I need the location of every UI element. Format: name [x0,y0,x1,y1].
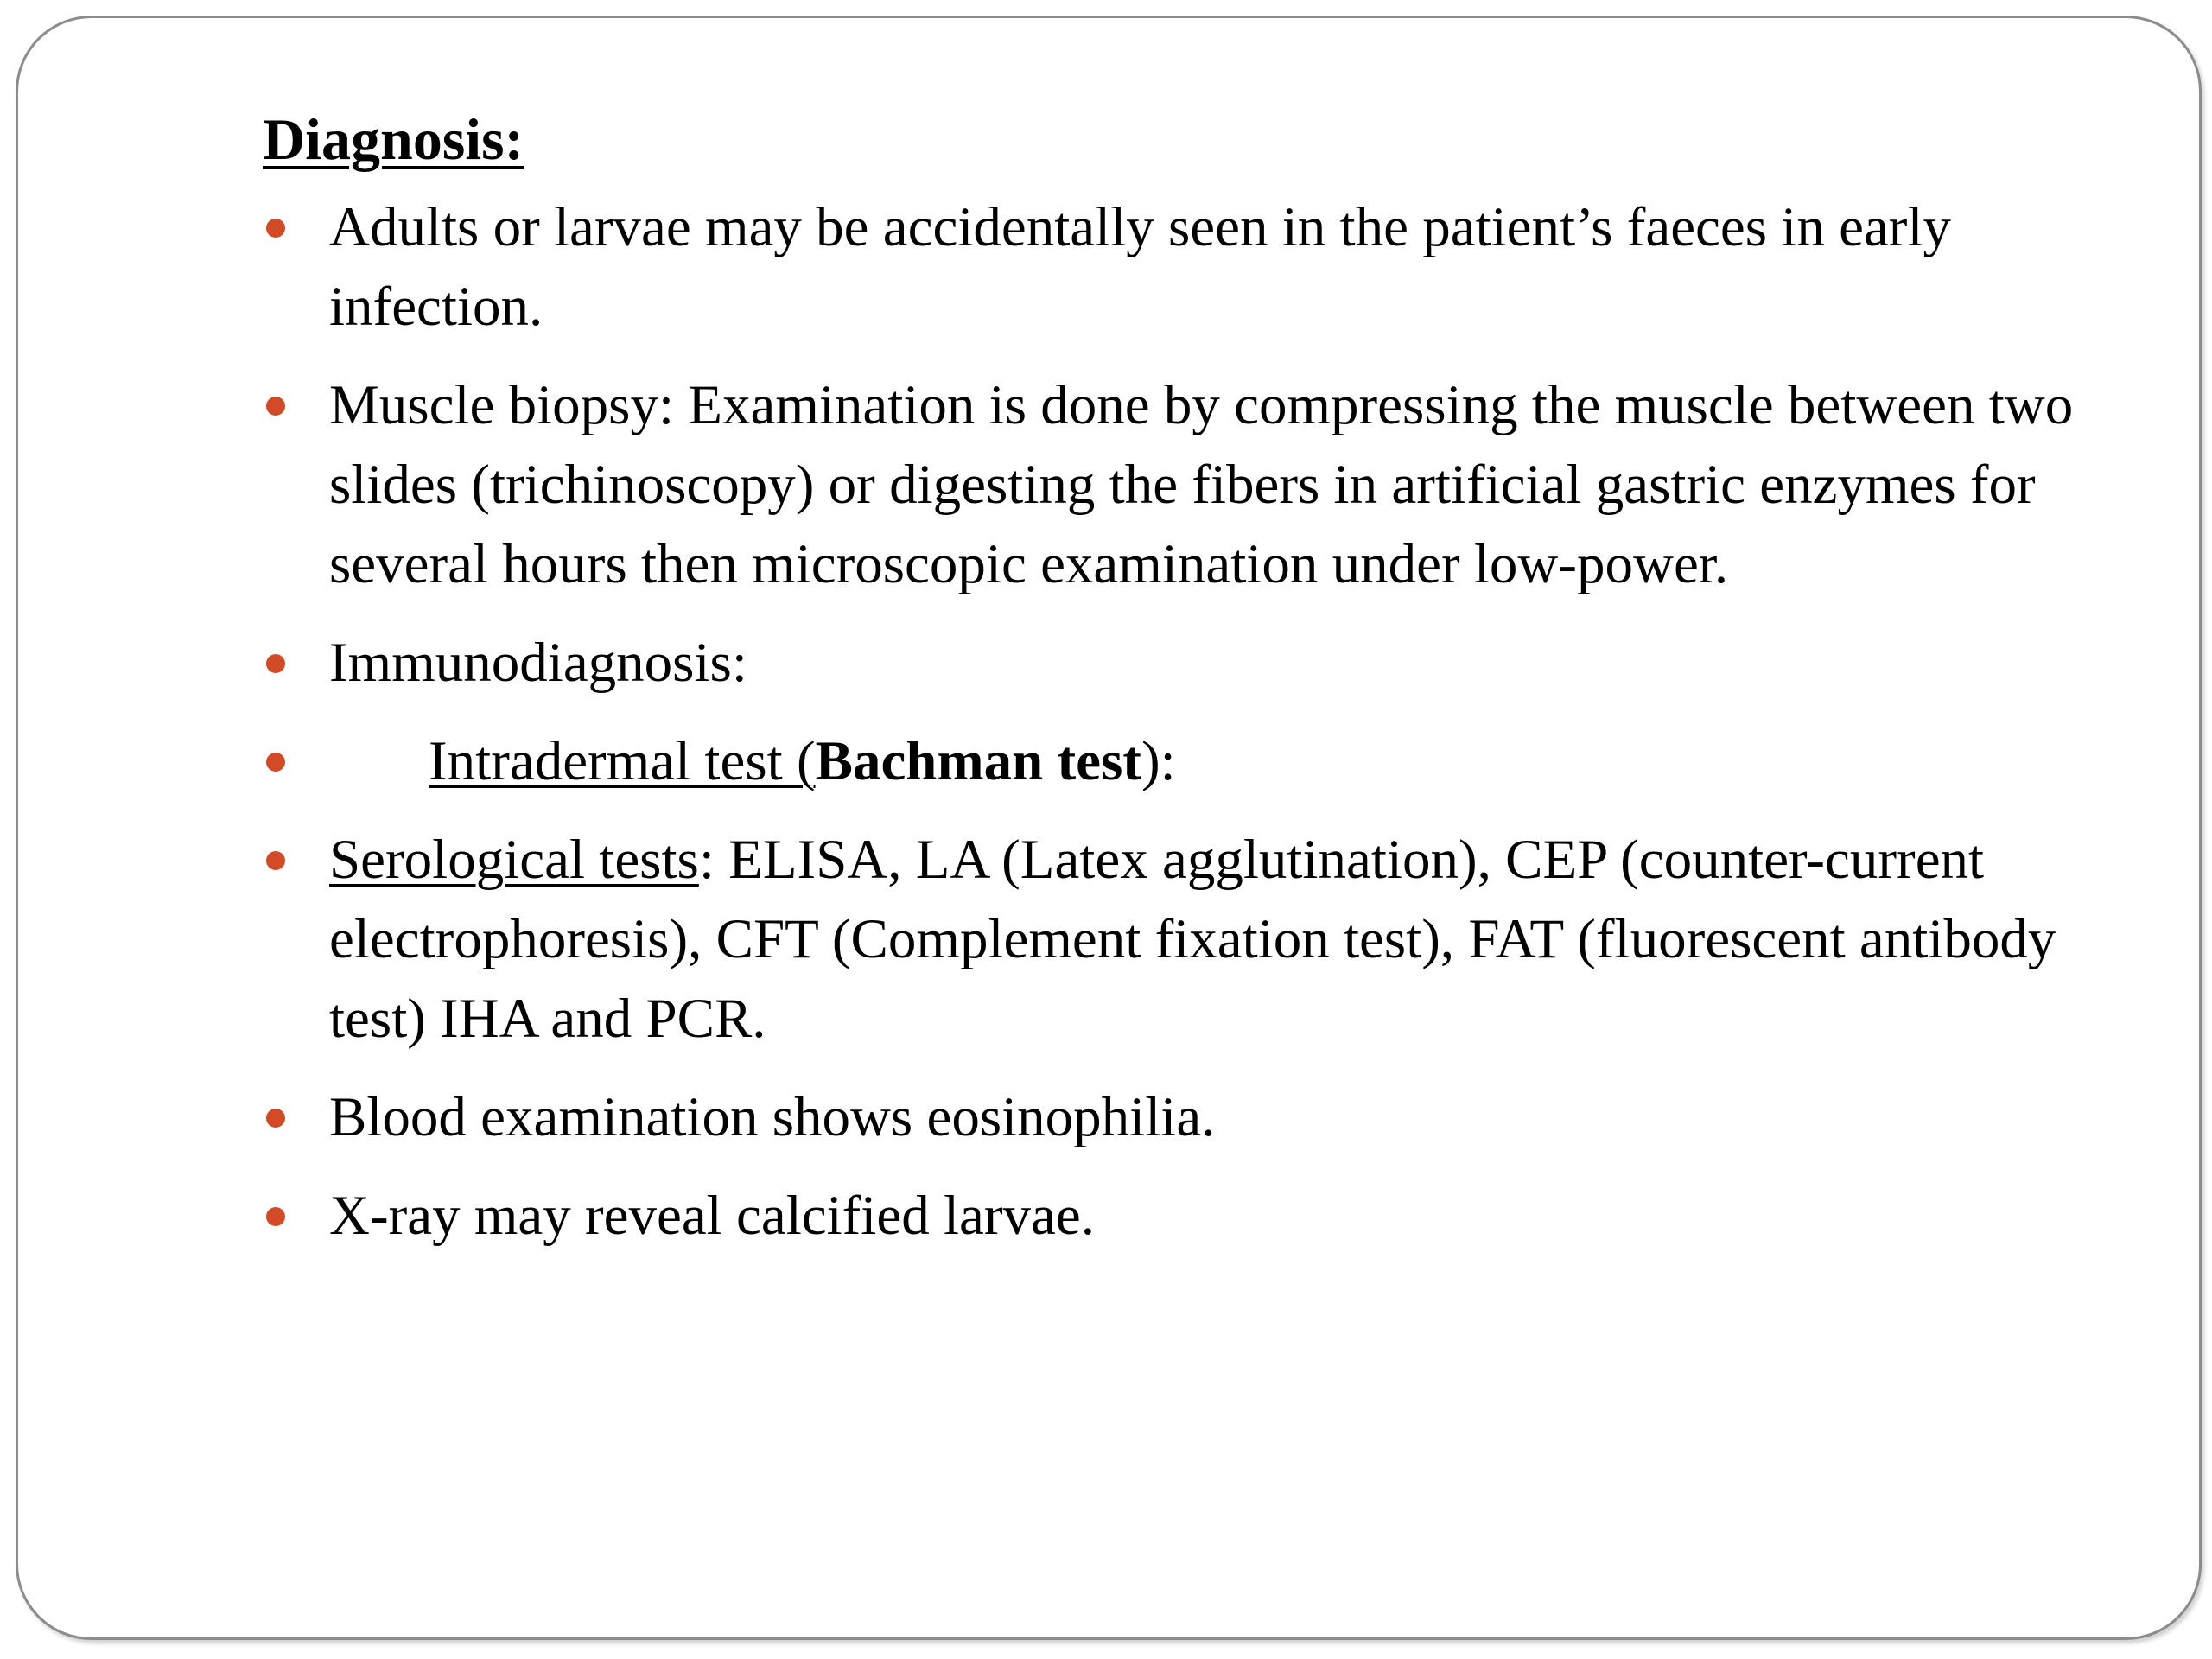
bullet-item-immunodiagnosis [263,623,2112,702]
bullet-item-faeces [263,188,2112,346]
bullet-dot-icon [266,1109,285,1128]
bachman-test-label: Bachman test [815,729,1141,792]
bullet-item-serological-tests [263,820,2112,1058]
bullet-item-intradermal-test [263,721,2112,801]
slide-frame [16,16,2202,1640]
bullet-item-muscle-biopsy [263,365,2112,604]
bullet-text: Adults or larvae may be accidentally seen in the patient’s faeces in early infection. [329,195,1952,338]
close-paren-colon: ): [1141,729,1176,792]
bullet-text: Immunodiagnosis: [329,631,747,694]
open-paren: ( [796,729,816,792]
bullet-dot-icon [266,753,285,772]
serological-tests-label: Serological tests [329,828,699,891]
bullet-list [263,188,2112,1255]
slide-heading: Diagnosis: [263,106,524,172]
bullet-text: : ELISA, LA (Latex agglutination), CEP (counter-current electrophoresis), CFT (Complement fixation test), FAT (fluorescent antibody test) IHA and PCR. [329,828,2056,1050]
bullet-dot-icon [266,219,285,238]
bullet-dot-icon [266,397,285,416]
slide-content [263,105,2112,1274]
bullet-text: Muscle biopsy: Examination is done by compressing the muscle between two slides (trichinoscopy) or digesting the fibers in artificial gastric enzymes for several hours then microscopic examination under low-power. [329,373,2074,595]
bullet-indented-line [329,730,1176,792]
bullet-item-blood-examination [263,1077,2112,1157]
bullet-item-x-ray [263,1176,2112,1255]
intradermal-test-label: Intradermal test [429,729,797,792]
bullet-text: Blood examination shows eosinophilia. [329,1085,1216,1148]
bullet-dot-icon [266,1207,285,1226]
bullet-dot-icon [266,851,285,870]
bullet-dot-icon [266,654,285,673]
bullet-text: X-ray may reveal calcified larvae. [329,1184,1095,1247]
